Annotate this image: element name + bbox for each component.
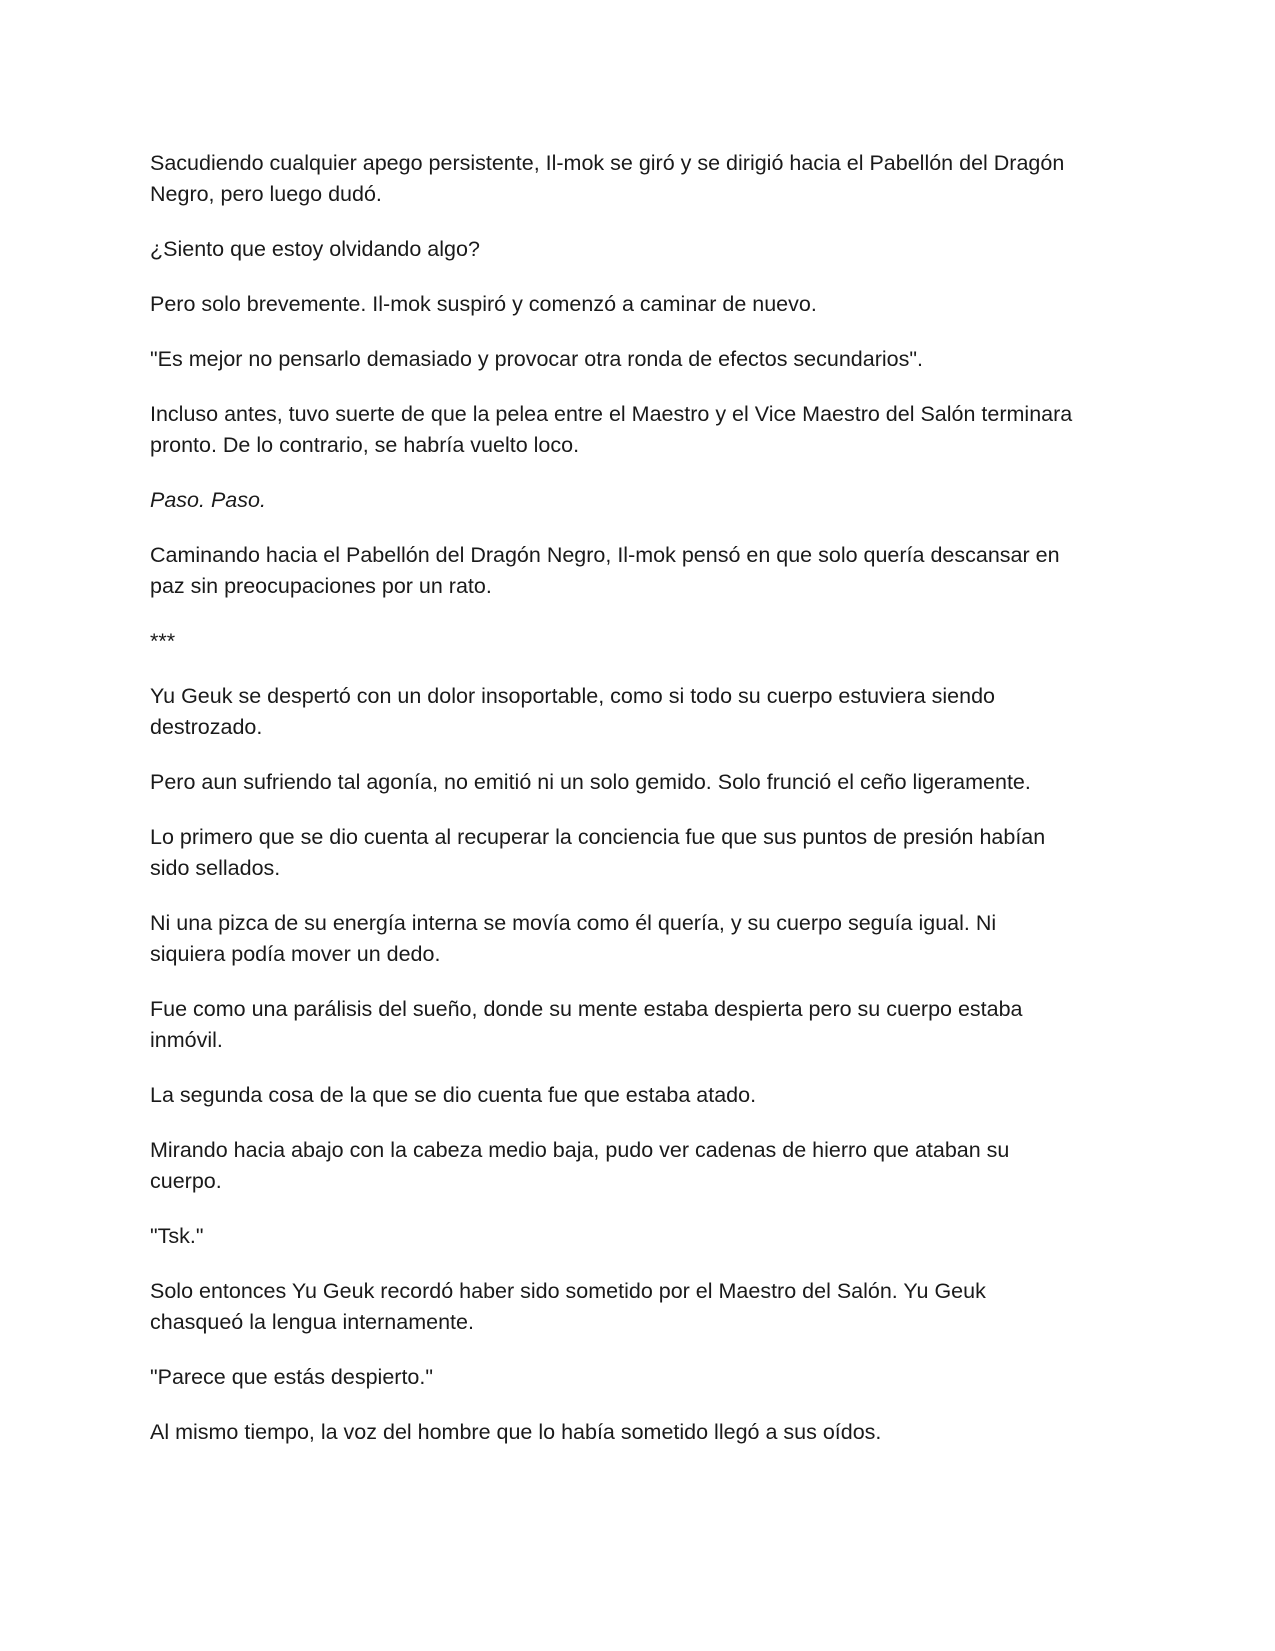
paragraph: Al mismo tiempo, la voz del hombre que lo había sometido llegó a sus oídos. xyxy=(150,1420,882,1444)
paragraph-italic: Paso. Paso. xyxy=(150,488,266,512)
paragraph: La segunda cosa de la que se dio cuenta fue que estaba atado. xyxy=(150,1083,757,1107)
paragraph: "Parece que estás despierto." xyxy=(150,1365,433,1389)
scene-break: *** xyxy=(150,629,176,653)
paragraph: Sacudiendo cualquier apego persistente, Il-mok se giró y se dirigió hacia el Pabellón del Dragón Negro, pero luego dudó. xyxy=(150,151,1065,206)
paragraph: "Es mejor no pensarlo demasiado y provocar otra ronda de efectos secundarios". xyxy=(150,347,923,371)
paragraph: Pero solo brevemente. Il-mok suspiró y comenzó a caminar de nuevo. xyxy=(150,292,817,316)
paragraph: Fue como una parálisis del sueño, donde su mente estaba despierta pero su cuerpo estaba inmóvil. xyxy=(150,997,1023,1052)
paragraph: "Tsk." xyxy=(150,1224,204,1248)
paragraph: Lo primero que se dio cuenta al recuperar la conciencia fue que sus puntos de presión habían sido sellados. xyxy=(150,825,1046,880)
paragraph: Ni una pizca de su energía interna se movía como él quería, y su cuerpo seguía igual. Ni siquiera podía mover un dedo. xyxy=(150,911,997,966)
paragraph: Solo entonces Yu Geuk recordó haber sido sometido por el Maestro del Salón. Yu Geuk chasqueó la lengua internamente. xyxy=(150,1279,986,1334)
paragraph: Incluso antes, tuvo suerte de que la pelea entre el Maestro y el Vice Maestro del Salón terminara pronto. De lo contrario, se habría vuelto loco. xyxy=(150,402,1073,457)
paragraph: Mirando hacia abajo con la cabeza medio baja, pudo ver cadenas de hierro que ataban su cuerpo. xyxy=(150,1138,1010,1193)
paragraph: Pero aun sufriendo tal agonía, no emitió ni un solo gemido. Solo frunció el ceño ligeramente. xyxy=(150,770,1031,794)
paragraph: ¿Siento que estoy olvidando algo? xyxy=(150,237,480,261)
paragraph: Caminando hacia el Pabellón del Dragón Negro, Il-mok pensó en que solo quería descansar en paz sin preocupaciones por un rato. xyxy=(150,543,1060,598)
paragraph: Yu Geuk se despertó con un dolor insoportable, como si todo su cuerpo estuviera siendo destrozado. xyxy=(150,684,995,739)
